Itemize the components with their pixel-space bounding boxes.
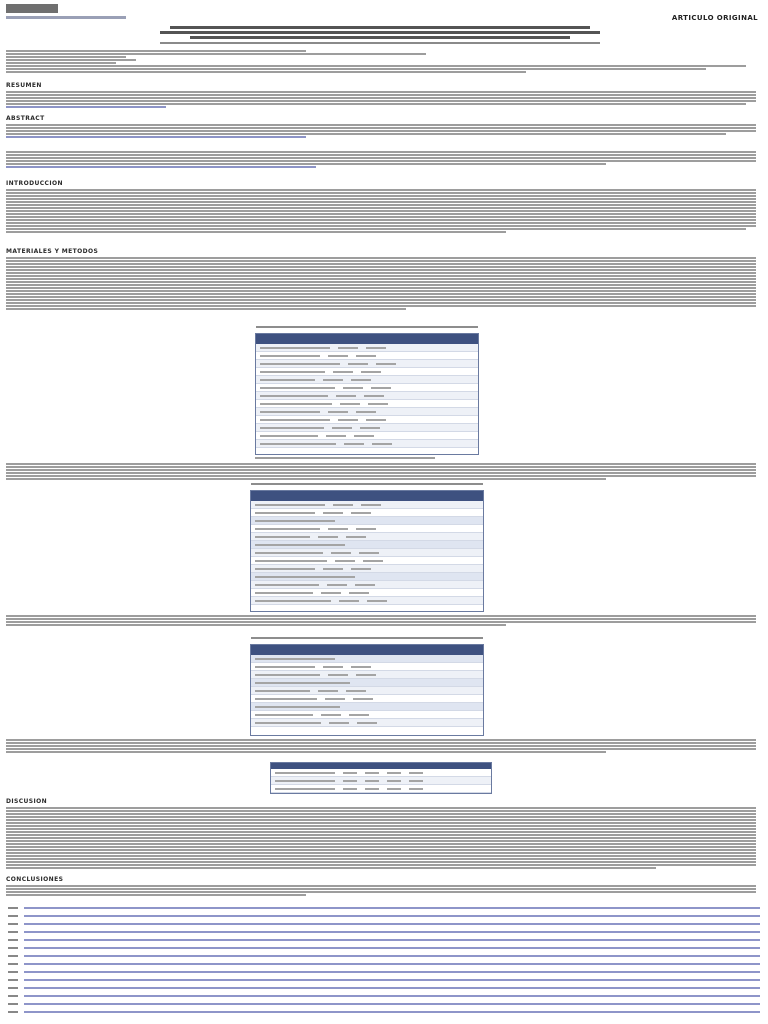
heading-abstract: ABSTRACT bbox=[6, 115, 45, 122]
reference-item[interactable] bbox=[8, 944, 760, 952]
heading-resumen: RESUMEN bbox=[6, 82, 42, 89]
results-text-3 bbox=[6, 738, 762, 754]
reference-item[interactable] bbox=[8, 912, 760, 920]
table-1 bbox=[255, 333, 479, 455]
reference-item[interactable] bbox=[8, 904, 760, 912]
reference-item[interactable] bbox=[8, 968, 760, 976]
title-block bbox=[140, 24, 620, 41]
reference-item[interactable] bbox=[8, 952, 760, 960]
reference-list bbox=[8, 904, 760, 1016]
resumo-text bbox=[6, 150, 762, 169]
abstract-text bbox=[6, 123, 762, 139]
results-text-2 bbox=[6, 614, 762, 627]
reference-item[interactable] bbox=[8, 936, 760, 944]
resumen-text bbox=[6, 90, 762, 109]
reference-item[interactable] bbox=[8, 928, 760, 936]
reference-item[interactable] bbox=[8, 976, 760, 984]
reference-item[interactable] bbox=[8, 1000, 760, 1008]
discusion-text bbox=[6, 806, 762, 870]
article-type: ARTICULO ORIGINAL bbox=[671, 14, 758, 22]
publisher-logo bbox=[6, 4, 58, 13]
heading-discusion: DISCUSION bbox=[6, 798, 48, 805]
table-2 bbox=[250, 490, 484, 612]
reference-item[interactable] bbox=[8, 960, 760, 968]
heading-conclusiones: CONCLUSIONES bbox=[6, 876, 64, 883]
doi-link[interactable] bbox=[6, 16, 126, 19]
table-1-source bbox=[255, 456, 477, 460]
table-4 bbox=[270, 762, 492, 794]
authors bbox=[160, 42, 600, 44]
reference-item[interactable] bbox=[8, 920, 760, 928]
results-text-1 bbox=[6, 462, 762, 481]
conclusiones-text bbox=[6, 884, 762, 897]
reference-item[interactable] bbox=[8, 984, 760, 992]
reference-item[interactable] bbox=[8, 992, 760, 1000]
affiliations bbox=[6, 49, 762, 74]
heading-materiales: MATERIALES Y METODOS bbox=[6, 248, 99, 255]
materiales-text bbox=[6, 256, 762, 311]
introduccion-text bbox=[6, 188, 762, 234]
reference-item[interactable] bbox=[8, 1008, 760, 1016]
heading-introduccion: INTRODUCCION bbox=[6, 180, 63, 187]
table-3 bbox=[250, 644, 484, 736]
